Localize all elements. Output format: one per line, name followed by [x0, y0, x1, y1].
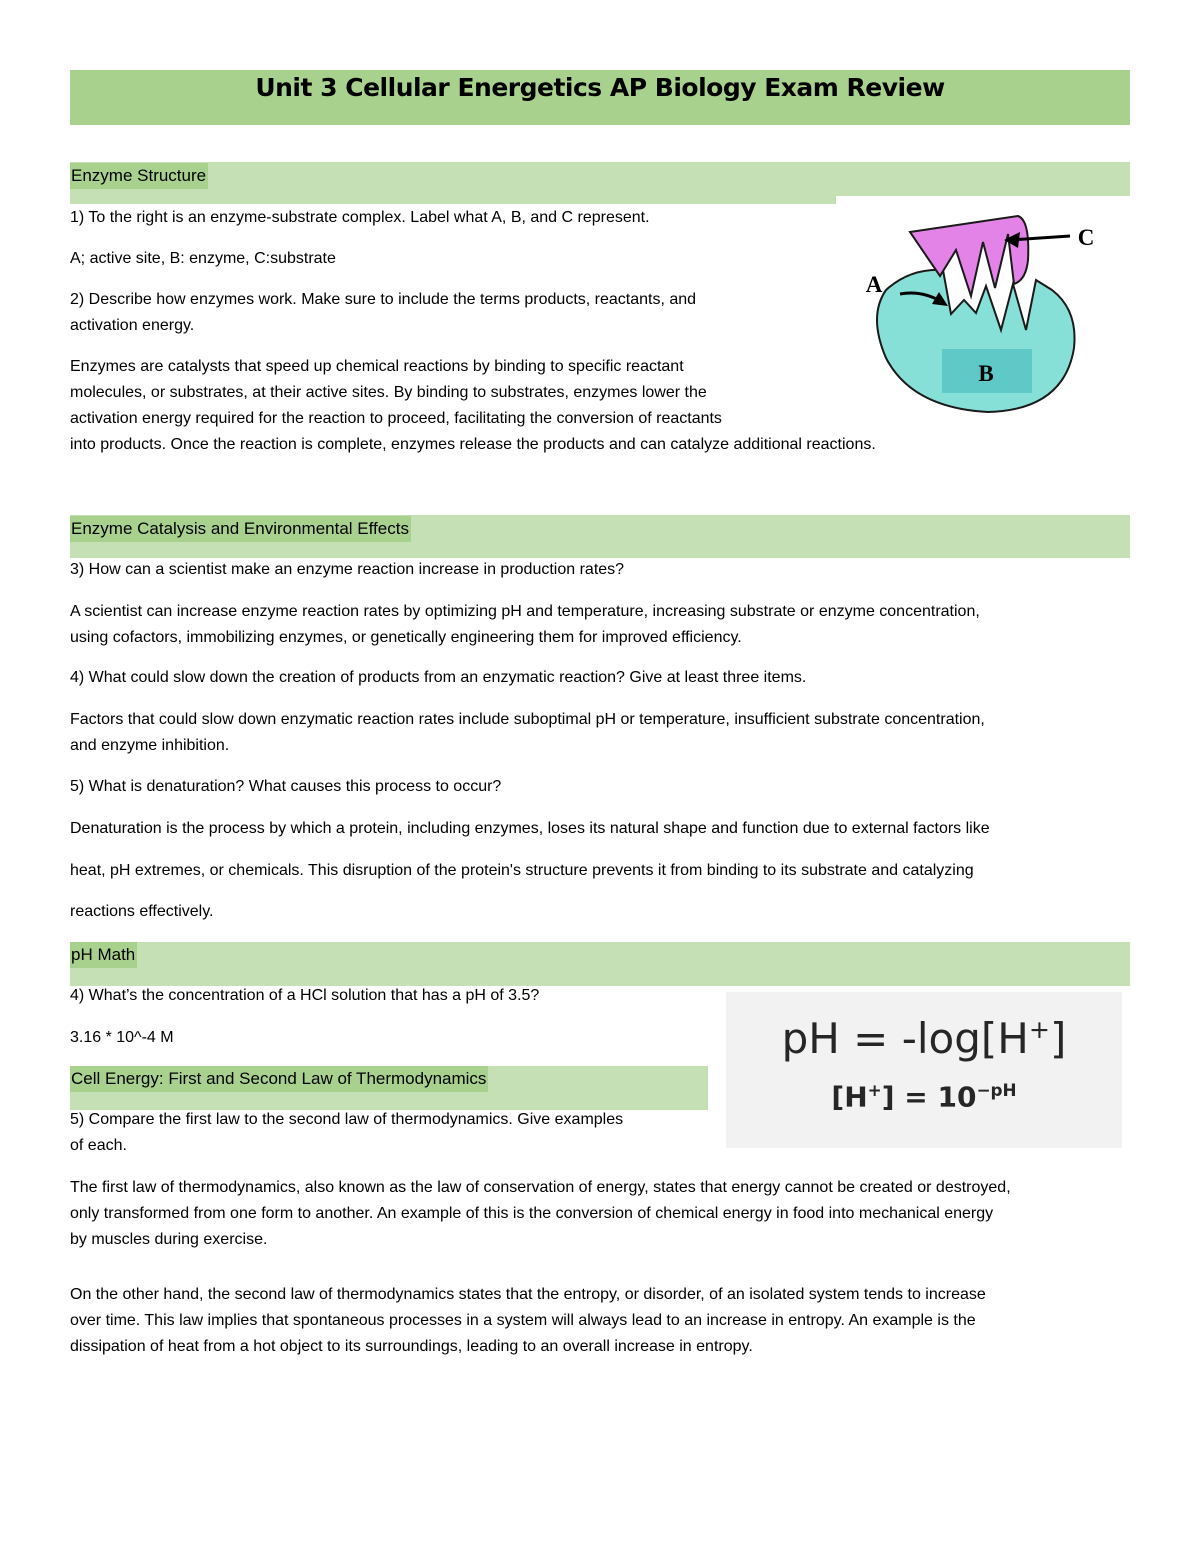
section-heading-enzyme-catalysis: Enzyme Catalysis and Environmental Effects — [70, 516, 411, 542]
second-law-line-1: On the other hand, the second law of thermodynamics states that the entropy, or disorder, of an isolated system tends to increase — [70, 1286, 986, 1303]
answer-3-line-2: using cofactors, immobilizing enzymes, or genetically engineering them for improved efficiency. — [70, 629, 742, 646]
first-law-line-2: only transformed from one form to another. An example of this is the conversion of chemical energy in food into mechanical energy — [70, 1205, 994, 1222]
label-a: A — [865, 272, 883, 297]
answer-5-line-3: reactions effectively. — [70, 903, 214, 920]
answer-2-line-2: molecules, or substrates, at their active sites. By binding to substrates, enzymes lower the — [70, 384, 707, 401]
answer-ph: 3.16 * 10^-4 M — [70, 1029, 174, 1046]
ph-formula-image — [726, 992, 1122, 1148]
answer-5-line-1: Denaturation is the process by which a protein, including enzymes, loses its natural shape and function due to external factors like — [70, 820, 990, 837]
first-law-line-1: The first law of thermodynamics, also known as the law of conservation of energy, states that energy cannot be created or destroyed, — [70, 1179, 1011, 1196]
question-ph: 4) What’s the concentration of a HCl solution that has a pH of 3.5? — [70, 987, 540, 1004]
answer-4-line-2: and enzyme inhibition. — [70, 737, 230, 754]
question-thermo-line-2: of each. — [70, 1137, 127, 1154]
question-4: 4) What could slow down the creation of products from an enzymatic reaction? Give at least three items. — [70, 669, 807, 686]
answer-5-line-2: heat, pH extremes, or chemicals. This disruption of the protein's structure prevents it from binding to its substrate and catalyzing — [70, 862, 974, 879]
section-bar-ph-math — [70, 942, 1130, 986]
answer-2-line-4: into products. Once the reaction is complete, enzymes release the products and can catalyze additional reactions. — [70, 436, 876, 453]
second-law-line-2: over time. This law implies that spontaneous processes in a system will always lead to an increase in entropy. An example is the — [70, 1312, 976, 1329]
question-thermo-line-1: 5) Compare the first law to the second law of thermodynamics. Give examples — [70, 1111, 624, 1128]
section-heading-thermodynamics: Cell Energy: First and Second Law of Thermodynamics — [70, 1066, 488, 1092]
answer-4-line-1: Factors that could slow down enzymatic reaction rates include suboptimal pH or temperature, insufficient substrate concentration, — [70, 711, 985, 728]
section-bar-enzyme-structure — [70, 162, 1130, 196]
first-law-line-3: by muscles during exercise. — [70, 1231, 268, 1248]
question-5: 5) What is denaturation? What causes this process to occur? — [70, 778, 502, 795]
answer-2-line-3: activation energy required for the reaction to proceed, facilitating the conversion of reactants — [70, 410, 722, 427]
question-3: 3) How can a scientist make an enzyme reaction increase in production rates? — [70, 561, 625, 578]
label-b: B — [978, 361, 994, 386]
answer-1: A; active site, B: enzyme, C:substrate — [70, 250, 336, 267]
answer-3-line-1: A scientist can increase enzyme reaction rates by optimizing pH and temperature, increasing substrate or enzyme concentration, — [70, 603, 980, 620]
section-heading-ph-math: pH Math — [70, 942, 137, 968]
ph-formula-line-1: pH = -log[H+] — [781, 1014, 1067, 1063]
answer-2-line-1: Enzymes are catalysts that speed up chemical reactions by binding to specific reactant — [70, 358, 684, 375]
second-law-line-3: dissipation of heat from a hot object to its surroundings, leading to an overall increase in entropy. — [70, 1338, 753, 1355]
section-heading-enzyme-structure: Enzyme Structure — [70, 163, 208, 189]
label-c: C — [1077, 225, 1095, 250]
section-bar-tail — [70, 196, 836, 204]
ph-formula-line-2: $[H^+] = 10^{-pH}$ — [831, 1080, 1017, 1114]
enzyme-substrate-diagram — [838, 198, 1100, 426]
document-title: Unit 3 Cellular Energetics AP Biology Exam Review — [255, 73, 945, 102]
question-1: 1) To the right is an enzyme-substrate complex. Label what A, B, and C represent. — [70, 209, 650, 226]
question-2-line-2: activation energy. — [70, 317, 195, 334]
question-2-line-1: 2) Describe how enzymes work. Make sure to include the terms products, reactants, and — [70, 291, 697, 308]
